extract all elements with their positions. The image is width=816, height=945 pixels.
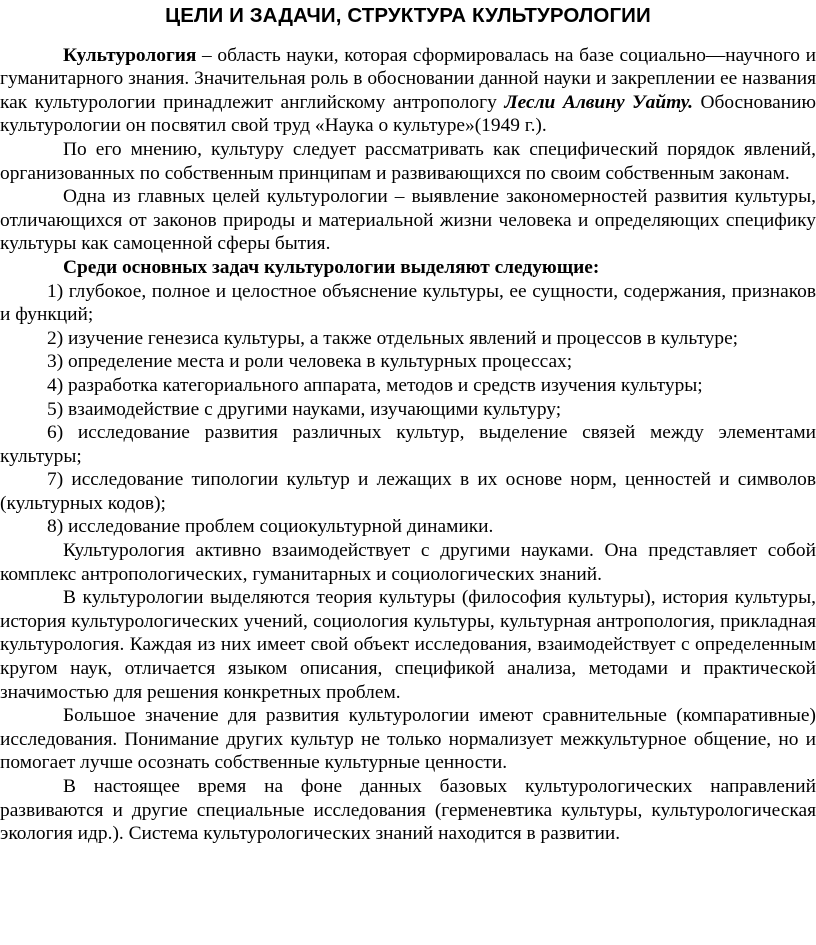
- term-culturology: Культурология: [63, 44, 197, 66]
- task-item: 5) взаимодействие с другими науками, изучающими культуру;: [47, 398, 562, 420]
- task-item: 3) определение места и роли человека в культурных процессах;: [47, 351, 573, 373]
- intro-paragraph: [0, 44, 816, 138]
- person-name: Лесли Алвину Уайту.: [504, 91, 693, 113]
- paragraph: В культурологии выделяются теория культуры (философия культуры), история культуры, история культурологических учений, социология культуры, культурная антропология, прикладная культурология. Каждая из них имеет свой объект исследования, взаимодействует с определенным кругом наук, отличается языком описания, спецификой анализа, методами и практической значимостью для решения конкретных проблем.: [0, 587, 816, 703]
- paragraph: По его мнению, культуру следует рассматривать как специфический порядок явлений, организованных по собственным принципам и развивающихся по своим собственным законам.: [0, 138, 816, 184]
- tasks-heading: Среди основных задач культурологии выделяют следующие:: [63, 256, 600, 278]
- paragraph: Одна из главных целей культурологии – выявление закономерностей развития культуры, отличающихся от законов природы и материальной жизни человека и определяющих специфику культуры как самоценной сферы бытия.: [0, 186, 816, 255]
- task-item: 4) разработка категориального аппарата, методов и средств изучения культуры;: [47, 374, 703, 396]
- task-item: 1) глубокое, полное и целостное объяснение культуры, ее сущности, содержания, признаков и функций;: [0, 280, 816, 326]
- paragraph: В настоящее время на фоне данных базовых культурологических направлений развиваются и другие специальные исследования (герменевтика культуры, культурологическая экология идр.). Система культурологических знаний находится в развитии.: [0, 776, 816, 845]
- intro-text-after: Обоснованию культурологии он посвятил свой труд «Наука о культуре»(1949 г.).: [0, 91, 816, 137]
- paragraph: Большое значение для развития культурологии имеют сравнительные (компаративные) исследования. Понимание других культур не только нормализует межкультурное общение, но и помогает лучше осознать собственные культурные ценности.: [0, 705, 816, 774]
- task-item: 7) исследование типологии культур и лежащих в их основе норм, ценностей и символов (культурных кодов);: [0, 469, 816, 514]
- intro-text: – область науки, которая сформировалась на базе социально—научного и гуманитарного знания. Значительная роль в обосновании данной науки и закреплении ее названия как культурологии принадлежит английскому антропологу: [0, 44, 816, 113]
- page-title: ЦЕЛИ И ЗАДАЧИ, СТРУКТУРА КУЛЬТУРОЛОГИИ: [165, 4, 651, 27]
- task-item: 2) изучение генезиса культуры, а также отдельных явлений и процессов в культуре;: [47, 327, 739, 349]
- task-item: 6) исследование развития различных культур, выделение связей между элементами культуры;: [0, 422, 816, 467]
- task-item: 8) исследование проблем социокультурной динамики.: [47, 516, 494, 538]
- paragraph: Культурология активно взаимодействует с другими науками. Она представляет собой комплекс антропологических, гуманитарных и социологических знаний.: [0, 540, 816, 585]
